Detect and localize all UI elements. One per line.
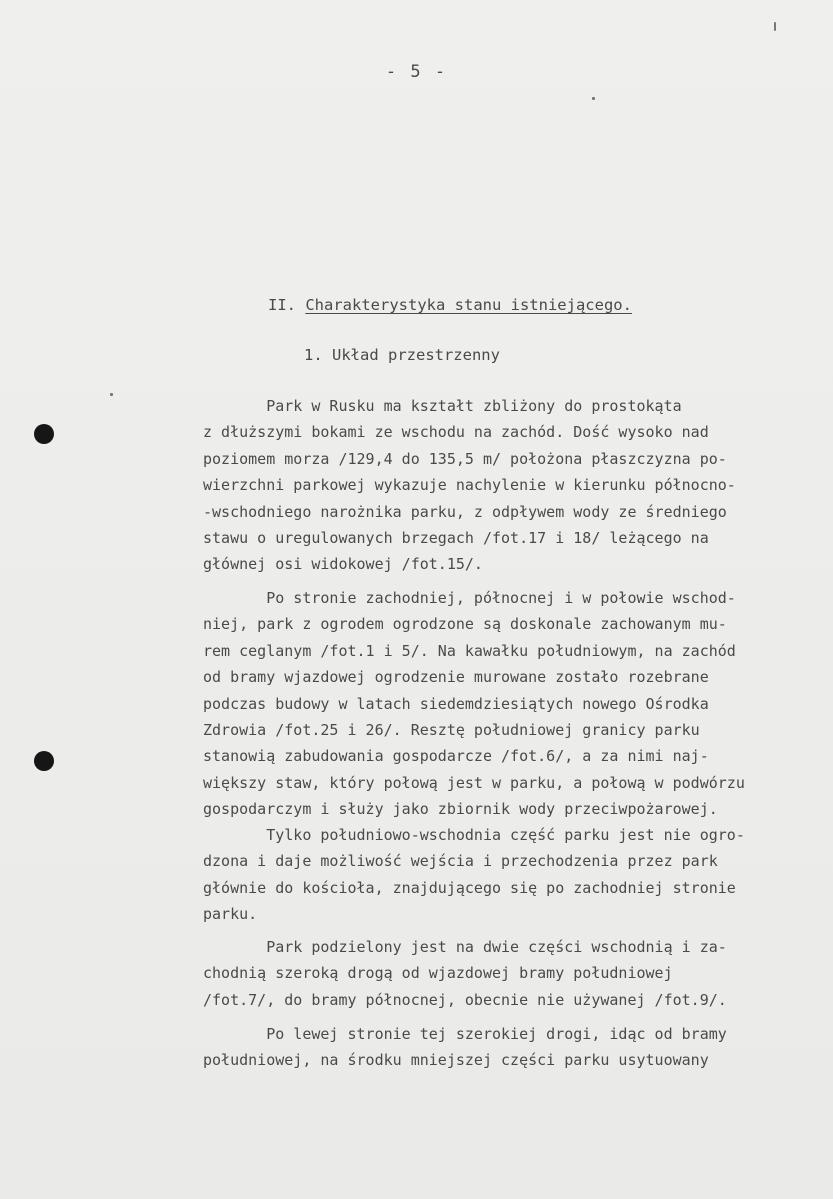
punch-hole-bottom: [34, 751, 54, 771]
text-line: Park w Rusku ma kształt zbliżony do prostokąta: [203, 397, 682, 415]
text-line: niej, park z ogrodem ogrodzone są doskonale zachowanym mu-: [203, 615, 727, 634]
paragraph: [203, 393, 823, 578]
section-number: II.: [268, 296, 296, 314]
text-line: rem ceglanym /fot.1 i 5/. Na kawałku południowym, na zachód: [203, 641, 736, 660]
text-line: wierzchni parkowej wykazuje nachylenie w kierunku północno-: [203, 476, 736, 495]
punch-hole-top: [34, 424, 54, 444]
paragraph: [203, 1021, 823, 1074]
text-line: południowej, na środku mniejszej części parku usytuowany: [203, 1051, 709, 1070]
text-line: gospodarczym i służy jako zbiornik wody przeciwpożarowej.: [203, 800, 718, 819]
text-line: od bramy wjazdowej ogrodzenie murowane zostało rozebrane: [203, 668, 709, 687]
paragraph: [203, 822, 823, 928]
text-line: Po stronie zachodniej, północnej i w połowie wschod-: [203, 589, 736, 607]
paragraph: [203, 934, 823, 1013]
subsection-heading: 1. Układ przestrzenny: [304, 346, 500, 364]
text-line: chodnią szeroką drogą od wjazdowej bramy południowej: [203, 964, 673, 983]
text-line: Zdrowia /fot.25 i 26/. Resztę południowej granicy parku: [203, 720, 700, 739]
paragraph: [203, 585, 823, 823]
text-line: Tylko południowo-wschodnia część parku jest nie ogro-: [203, 826, 745, 844]
text-line: dzona i daje możliwość wejścia i przechodzenia przez park: [203, 852, 718, 871]
text-line: /fot.7/, do bramy północnej, obecnie nie używanej /fot.9/.: [203, 990, 727, 1009]
page-number: - 5 -: [385, 62, 448, 82]
text-line: poziomem morza /129,4 do 135,5 m/ położona płaszczyzna po-: [203, 449, 727, 468]
section-title: Charakterystyka stanu istniejącego.: [305, 296, 632, 314]
text-line: stanowią zabudowania gospodarcze /fot.6/, a za nimi naj-: [203, 747, 709, 766]
text-line: głównie do kościoła, znajdującego się po zachodniej stronie: [203, 878, 736, 897]
paper-speck: [592, 97, 595, 100]
paper-speck: [774, 22, 776, 31]
section-heading: [268, 296, 632, 314]
text-line: podczas budowy w latach siedemdziesiątych nowego Ośrodka: [203, 694, 709, 713]
text-line: -wschodniego narożnika parku, z odpływem wody ze średniego: [203, 502, 727, 521]
text-line: z dłuższymi bokami ze wschodu na zachód. Dość wysoko nad: [203, 423, 709, 442]
text-line: parku.: [203, 905, 258, 924]
text-line: Park podzielony jest na dwie części wschodnią i za-: [203, 938, 727, 956]
text-line: głównej osi widokowej /fot.15/.: [203, 555, 483, 574]
text-line: Po lewej stronie tej szerokiej drogi, idąc od bramy: [203, 1025, 727, 1043]
paper-speck: [110, 393, 113, 396]
text-line: stawu o uregulowanych brzegach /fot.17 i 18/ leżącego na: [203, 528, 709, 547]
text-line: większy staw, który połową jest w parku, a połową w podwórzu: [203, 773, 745, 792]
